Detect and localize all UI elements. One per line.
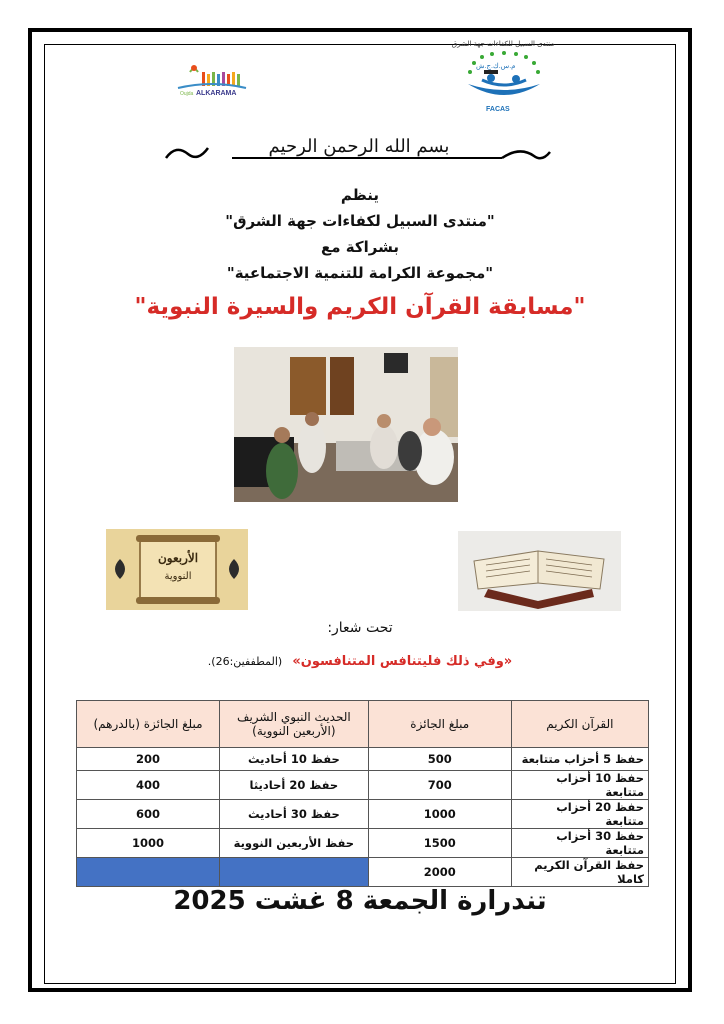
header-hadith: الحديث النبوي الشريف (الأربعين النووية) [220,701,369,748]
hadith-level: حفظ 10 أحاديث [220,748,369,771]
basmala-text: بسم الله الرحمن الرحيم [268,136,450,157]
prize-table [76,700,649,887]
quran-level: حفظ 10 أحزاب متتابعة [511,771,648,800]
table-header-row [77,701,649,748]
quran-stand-image [458,531,621,611]
table-row [77,829,649,858]
alkarama-logo-city: Oujda [180,91,194,97]
header-quran-prize: مبلغ الجائزة [368,701,511,748]
quran-prize: 1500 [368,829,511,858]
intro-organizer-name: "منتدى السبيل لكفاءات جهة الشرق" [225,212,495,230]
quran-verse: «وفي ذلك فليتنافس المتنافسون» [292,654,513,669]
quran-prize: 1000 [368,800,511,829]
facas-logo-acronym: م.س.ك.ج.ش [476,63,516,70]
slogan-label: تحت شعار: [327,620,393,636]
table-row [77,748,649,771]
competition-title: "مسابقة القرآن الكريم والسيرة النبوية" [134,294,586,320]
hadith-prize: 200 [77,748,220,771]
event-date-place: تندرارة الجمعة 8 غشت 2025 [173,886,547,916]
hadith-prize: 1000 [77,829,220,858]
quran-prize: 700 [368,771,511,800]
intro-partnership: بشراكة مع [321,238,399,256]
quran-verse-line [44,654,676,669]
arbaeen-scroll-image [106,529,248,610]
alkarama-logo-text: ALKARAMA [196,90,237,97]
table-row [77,858,649,887]
quran-verse-reference: (المطففين:26). [207,655,283,668]
hadith-prize: 600 [77,800,220,829]
table-row [77,771,649,800]
scroll-title: الأربعون [157,551,199,565]
hadith-prize: 400 [77,771,220,800]
hadith-level: حفظ 20 أحاديثا [220,771,369,800]
quran-level: حفظ 20 أحزاب متتابعة [511,800,648,829]
event-photo [234,347,458,502]
facas-logo [446,40,560,124]
scroll-subtitle: النووية [164,571,192,582]
alkarama-logo [176,62,248,104]
basmala-calligraphy [162,136,556,166]
quran-prize: 2000 [368,858,511,887]
header-hadith-prize: مبلغ الجائزة (بالدرهم) [77,701,220,748]
empty-cell [77,858,220,887]
quran-level: حفظ 5 أحزاب متتابعة [511,748,648,771]
quran-level: حفظ القرآن الكريم كاملا [511,858,648,887]
intro-partner-name: "مجموعة الكرامة للتنمية الاجتماعية" [226,264,494,282]
quran-prize: 500 [368,748,511,771]
header-quran: القرآن الكريم [511,701,648,748]
facas-logo-name: FACAS [486,106,510,113]
hadith-level: حفظ 30 أحاديث [220,800,369,829]
quran-level: حفظ 30 أحزاب متتابعة [511,829,648,858]
table-row [77,800,649,829]
empty-cell [220,858,369,887]
hadith-level: حفظ الأربعين النووية [220,829,369,858]
intro-organizes: ينظم [340,186,380,204]
facas-logo-caption: منتدى السبيل للكفاءات جهة الشرق [451,40,555,48]
